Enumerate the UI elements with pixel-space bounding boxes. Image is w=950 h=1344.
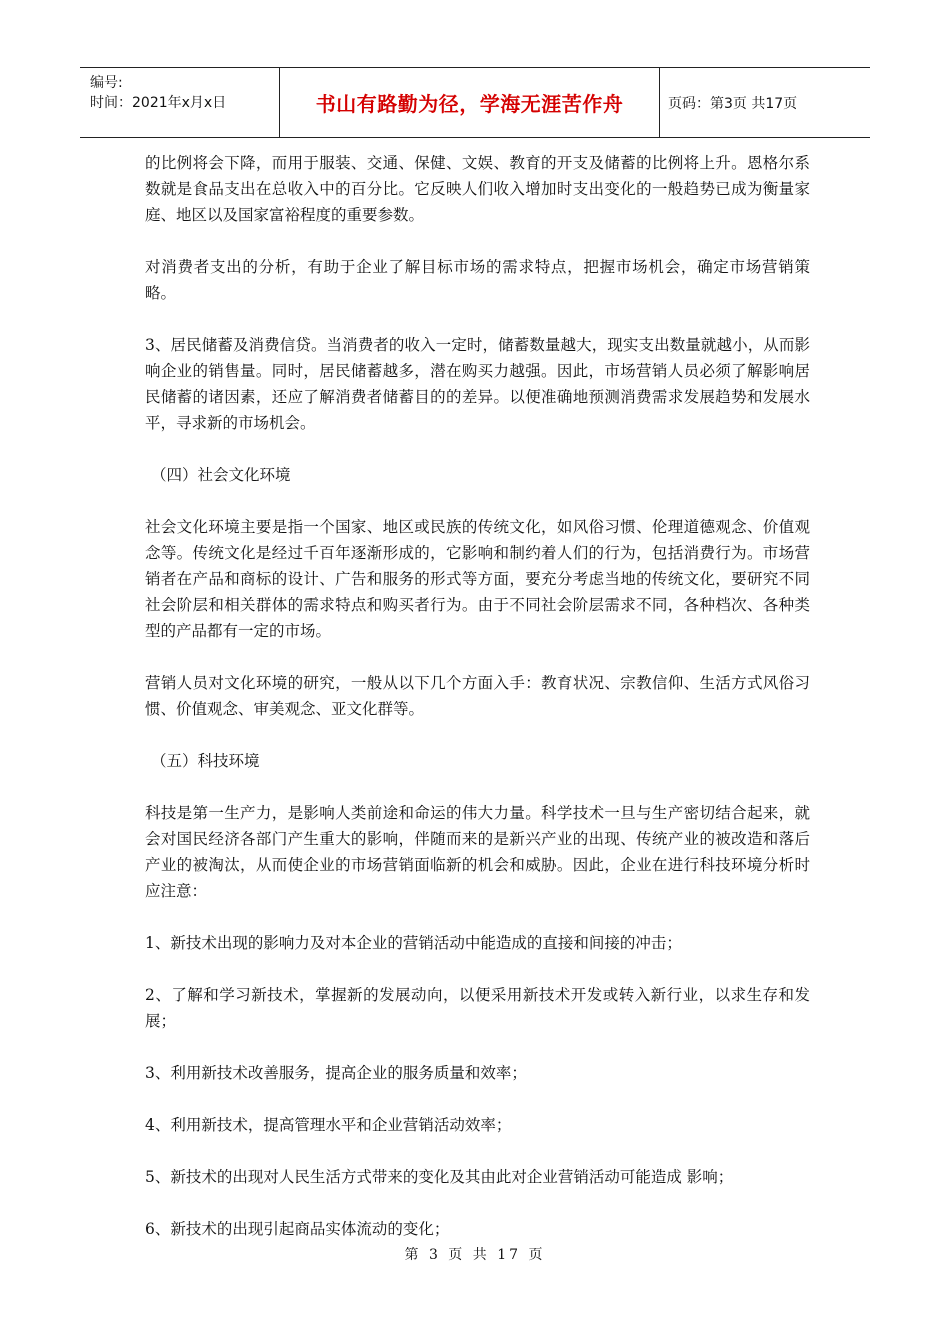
page-header — [80, 67, 870, 138]
header-page-label: 页码：第3页 共17页 — [668, 95, 798, 112]
page-footer: 第 3 页 共 17 页 — [404, 1247, 546, 1263]
paragraph: 对消费者支出的分析，有助于企业了解目标市场的需求特点，把握市场机会，确定市场营销策略。 — [145, 258, 810, 302]
section-heading: （四）社会文化环境 — [151, 466, 291, 484]
time-label: 时间：2021年x月x日 — [90, 95, 227, 111]
paragraph: 营销人员对文化环境的研究，一般从以下几个方面入手：教育状况、宗教信仰、生活方式风俗习惯、价值观念、审美观念、亚文化群等。 — [145, 674, 810, 718]
list-item: 5、新技术的出现对人民生活方式带来的变化及其由此对企业营销活动可能造成 影响； — [145, 1168, 734, 1186]
list-item: 2、了解和学习新技术，掌握新的发展动向，以便采用新技术开发或转入新行业，以求生存和发展； — [145, 986, 810, 1030]
header-motto: 书山有路勤为径，学海无涯苦作舟 — [280, 68, 660, 137]
section-heading: （五）科技环境 — [151, 752, 260, 770]
paragraph: 3、居民储蓄及消费信贷。当消费者的收入一定时，储蓄数量越大，现实支出数量就越小，从而影响企业的销售量。同时，居民储蓄越多，潜在购买力越强。因此，市场营销人员必须了解影响居民储蓄的诸因素，还应了解消费者储蓄目的的差异。以便准确地预测消费需求发展趋势和发展水平，寻求新的市场机会。 — [145, 336, 810, 432]
paragraph: 的比例将会下降，而用于服装、交通、保健、文娱、教育的开支及储蓄的比例将上升。恩格尔系数就是食品支出在总收入中的百分比。它反映人们收入增加时支出变化的一般趋势已成为衡量家庭、地区以及国家富裕程度的重要参数。 — [145, 154, 810, 224]
document-body — [145, 150, 810, 1268]
code-label: 编号: — [90, 75, 123, 91]
header-meta — [80, 68, 280, 137]
list-item: 6、新技术的出现引起商品实体流动的变化； — [145, 1220, 450, 1238]
paragraph: 科技是第一生产力，是影响人类前途和命运的伟大力量。科学技术一旦与生产密切结合起来，就会对国民经济各部门产生重大的影响，伴随而来的是新兴产业的出现、传统产业的被改造和落后产业的被淘汰，从而使企业的市场营销面临新的机会和威胁。因此，企业在进行科技环境分析时应注意： — [145, 804, 810, 900]
list-item: 3、利用新技术改善服务，提高企业的服务质量和效率； — [145, 1064, 527, 1082]
list-item: 4、利用新技术，提高管理水平和企业营销活动效率； — [145, 1116, 512, 1134]
paragraph: 社会文化环境主要是指一个国家、地区或民族的传统文化，如风俗习惯、伦理道德观念、价值观念等。传统文化是经过千百年逐渐形成的，它影响和制约着人们的行为，包括消费行为。市场营销者在产品和商标的设计、广告和服务的形式等方面，要充分考虑当地的传统文化，要研究不同社会阶层和相关群体的需求特点和购买者行为。由于不同社会阶层需求不同，各种档次、各种类型的产品都有一定的市场。 — [145, 518, 810, 640]
list-item: 1、新技术出现的影响力及对本企业的营销活动中能造成的直接和间接的冲击； — [145, 934, 682, 952]
